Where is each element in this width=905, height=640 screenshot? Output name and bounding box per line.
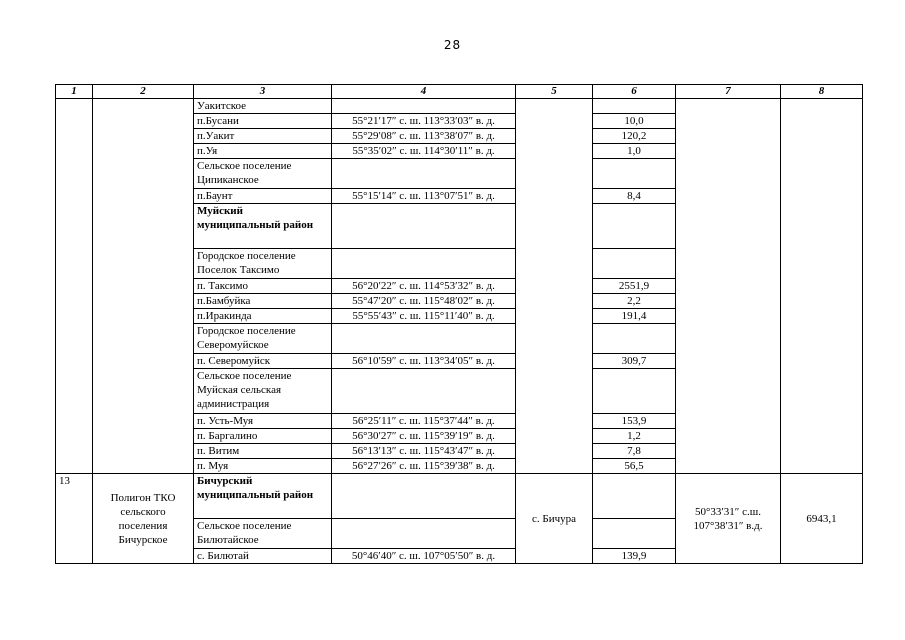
coordinates-cell: 55°47′20″ с. ш. 115°48′02″ в. д. <box>332 294 516 309</box>
coordinates-cell: 55°29′08″ с. ш. 113°38′07″ в. д. <box>332 129 516 144</box>
data-table <box>55 84 863 564</box>
header-cell: 1 <box>56 85 93 99</box>
coordinates-cell <box>332 204 516 249</box>
value-cell: 120,2 <box>593 129 676 144</box>
settlement-name: с. Билютай <box>194 549 332 564</box>
settlement-name: п. Таксимо <box>194 279 332 294</box>
settlement-name: п.Уакит <box>194 129 332 144</box>
value-cell: 2,2 <box>593 294 676 309</box>
coordinates-cell: 56°20′22″ с. ш. 114°53′32″ в. д. <box>332 279 516 294</box>
header-cell: 4 <box>332 85 516 99</box>
value-cell: 56,5 <box>593 459 676 474</box>
empty-cell <box>781 99 863 474</box>
value-cell: 309,7 <box>593 354 676 369</box>
value-cell: 153,9 <box>593 414 676 429</box>
header-cell: 7 <box>676 85 781 99</box>
coordinates-cell <box>332 99 516 114</box>
value-cell <box>593 519 676 549</box>
settlement-name: п. Витим <box>194 444 332 459</box>
empty-cell <box>676 99 781 474</box>
header-cell: 5 <box>516 85 593 99</box>
value-cell: 10,0 <box>593 114 676 129</box>
header-row <box>56 85 863 99</box>
settlement-name: Городское поселение Поселок Таксимо <box>194 249 332 279</box>
value-cell: 8,4 <box>593 189 676 204</box>
settlement-name: п.Бамбуйка <box>194 294 332 309</box>
value-cell: 139,9 <box>593 549 676 564</box>
value-cell: 191,4 <box>593 309 676 324</box>
table-row <box>56 474 863 519</box>
settlement-name: Городское поселение Северомуйское <box>194 324 332 354</box>
capacity-cell: 6943,1 <box>781 474 863 564</box>
coordinates-cell: 56°27′26″ с. ш. 115°39′38″ в. д. <box>332 459 516 474</box>
empty-cell <box>516 99 593 474</box>
header-cell: 8 <box>781 85 863 99</box>
settlement-name: п.Иракинда <box>194 309 332 324</box>
header-cell: 3 <box>194 85 332 99</box>
coordinates-cell <box>332 474 516 519</box>
empty-cell <box>93 99 194 474</box>
value-cell: 1,2 <box>593 429 676 444</box>
settlement-name: Уакитское <box>194 99 332 114</box>
coordinates-cell: 56°30′27″ с. ш. 115°39′19″ в. д. <box>332 429 516 444</box>
settlement-name: п. Северомуйск <box>194 354 332 369</box>
coordinates-cell: 55°35′02″ с. ш. 114°30′11″ в. д. <box>332 144 516 159</box>
settlement-name: п. Усть-Муя <box>194 414 332 429</box>
value-cell: 1,0 <box>593 144 676 159</box>
value-cell: 2551,9 <box>593 279 676 294</box>
header-cell: 2 <box>93 85 194 99</box>
coordinates-cell: 55°55′43″ с. ш. 115°11′40″ в. д. <box>332 309 516 324</box>
settlement-name: п.Уя <box>194 144 332 159</box>
page-number: 28 <box>443 38 462 52</box>
coordinates-cell: 56°25′11″ с. ш. 115°37′44″ в. д. <box>332 414 516 429</box>
table-body-block-13 <box>56 474 863 564</box>
settlement-name: Сельское поселение Билютайское <box>194 519 332 549</box>
place-cell: с. Бичура <box>516 474 593 564</box>
value-cell <box>593 249 676 279</box>
settlement-name: Муйский муниципальный район <box>194 204 332 249</box>
settlement-name: п.Баунт <box>194 189 332 204</box>
settlement-name: Сельское поселение Муйская сельская администрация <box>194 369 332 414</box>
value-cell <box>593 474 676 519</box>
settlement-name: Сельское поселение Ципиканское <box>194 159 332 189</box>
value-cell <box>593 99 676 114</box>
coordinates-cell <box>332 324 516 354</box>
coordinates-cell: 55°15′14″ с. ш. 113°07′51″ в. д. <box>332 189 516 204</box>
coordinates-cell: 50°46′40″ с. ш. 107°05′50″ в. д. <box>332 549 516 564</box>
coordinates-cell <box>332 369 516 414</box>
row-number: 13 <box>56 474 93 564</box>
value-cell <box>593 204 676 249</box>
value-cell <box>593 159 676 189</box>
coordinates-cell <box>332 159 516 189</box>
settlement-name: Бичурский муниципальный район <box>194 474 332 519</box>
coordinates-cell: 55°21′17″ с. ш. 113°33′03″ в. д. <box>332 114 516 129</box>
coordinates-cell: 56°10′59″ с. ш. 113°34′05″ в. д. <box>332 354 516 369</box>
coordinates-cell: 56°13′13″ с. ш. 115°43′47″ в. д. <box>332 444 516 459</box>
settlement-name: п. Муя <box>194 459 332 474</box>
settlement-name: п. Баргалино <box>194 429 332 444</box>
settlement-name: п.Бусани <box>194 114 332 129</box>
value-cell <box>593 369 676 414</box>
table-body-continued <box>56 99 863 474</box>
coordinates-cell <box>332 249 516 279</box>
object-name: Полигон ТКО сельского поселения Бичурское <box>93 474 194 564</box>
table-row <box>56 99 863 114</box>
value-cell <box>593 324 676 354</box>
coordinates-cell <box>332 519 516 549</box>
empty-cell <box>56 99 93 474</box>
object-coordinates: 50°33′31″ с.ш. 107°38′31″ в.д. <box>676 474 781 564</box>
value-cell: 7,8 <box>593 444 676 459</box>
header-cell: 6 <box>593 85 676 99</box>
